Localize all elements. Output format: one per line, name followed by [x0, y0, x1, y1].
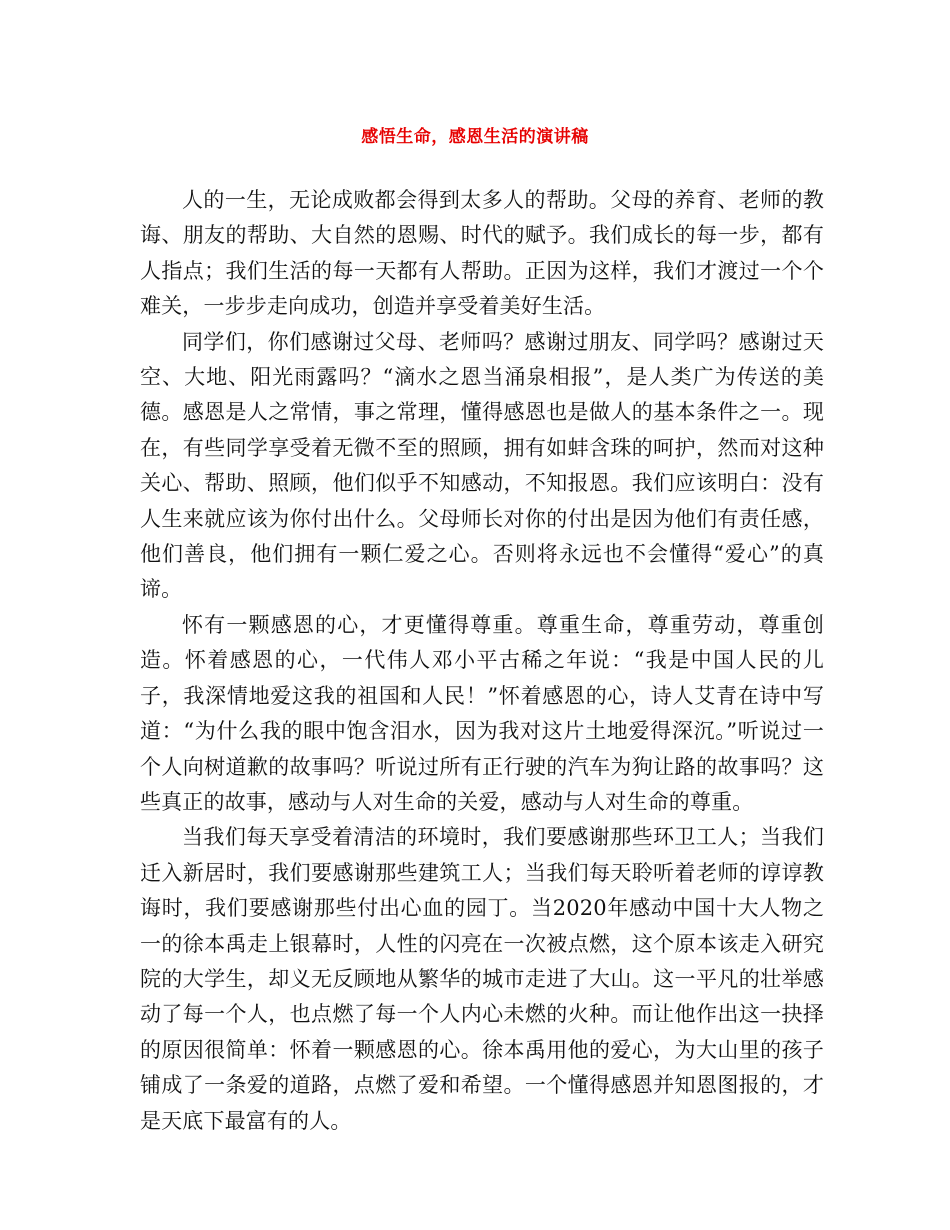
document-title: 感悟生命，感恩生活的演讲稿 — [361, 127, 589, 147]
paragraph: 人的一生，无论成败都会得到太多人的帮助。父母的养育、老师的教诲、朋友的帮助、大自然的恩赐、时代的赋予。我们成长的每一步，都有人指点；我们生活的每一天都有人帮助。正因为这样，我们才渡过一个个难关，一步步走向成功，创造并享受着美好生活。 — [140, 188, 824, 319]
document-body — [140, 183, 824, 1139]
paragraph: 怀有一颗感恩的心，才更懂得尊重。尊重生命，尊重劳动，尊重创造。怀着感恩的心，一代伟人邓小平古稀之年说：“我是中国人民的儿子，我深情地爱这我的祖国和人民！”怀着感恩的心，诗人艾青在诗中写道：“为什么我的眼中饱含泪水，因为我对这片土地爱得深沉。”听说过一个人向树道歉的故事吗？听说过所有正行驶的汽车为狗让路的故事吗？这些真正的故事，感动与人对生命的关爱，感动与人对生命的尊重。 — [140, 612, 824, 814]
paragraph: 同学们，你们感谢过父母、老师吗？感谢过朋友、同学吗？感谢过天空、大地、阳光雨露吗？“滴水之恩当涌泉相报”，是人类广为传送的美德。感恩是人之常情，事之常理，懂得感恩也是做人的基本条件之一。现在，有些同学享受着无微不至的照顾，拥有如蚌含珠的呵护，然而对这种关心、帮助、照顾，他们似乎不知感动，不知报恩。我们应该明白：没有人生来就应该为你付出什么。父母师长对你的付出是因为他们有责任感，他们善良，他们拥有一颗仁爱之心。否则将永远也不会懂得“爱心”的真谛。 — [140, 329, 824, 602]
paragraph: 当我们每天享受着清洁的环境时，我们要感谢那些环卫工人；当我们迁入新居时，我们要感谢那些建筑工人；当我们每天聆听着老师的谆谆教诲时，我们要感谢那些付出心血的园丁。当2020年感动中国十大人物之一的徐本禹走上银幕时，人性的闪亮在一次被点燃，这个原本该走入研究院的大学生，却义无反顾地从繁华的城市走进了大山。这一平凡的壮举感动了每一个人，也点燃了每一个人内心未燃的火种。而让他作出这一抉择的原因很简单：怀着一颗感恩的心。徐本禹用他的爱心，为大山里的孩子铺成了一条爱的道路，点燃了爱和希望。一个懂得感恩并知恩图报的，才是天底下最富有的人。 — [140, 825, 824, 1133]
